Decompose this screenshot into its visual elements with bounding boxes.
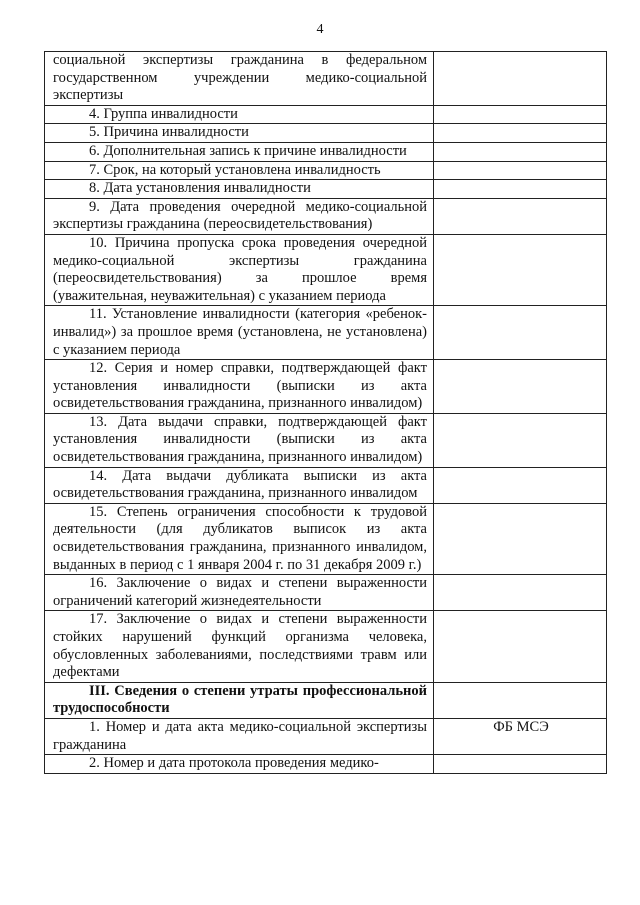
field-value-cell xyxy=(434,105,607,124)
field-value-cell xyxy=(434,52,607,106)
field-label-cell xyxy=(45,413,434,467)
field-label: 16. Заключение о видах и степени выраженности ограничений категорий жизнедеятельности xyxy=(53,575,427,609)
table-row xyxy=(45,360,607,414)
field-label-cell xyxy=(45,234,434,305)
field-label-cell xyxy=(45,575,434,611)
field-label-cell xyxy=(45,124,434,143)
field-label: 4. Группа инвалидности xyxy=(89,105,238,122)
field-value-cell xyxy=(434,718,607,754)
table-row xyxy=(45,575,607,611)
section-heading-row xyxy=(45,682,607,718)
field-label-cell xyxy=(45,718,434,754)
field-value-cell xyxy=(434,360,607,414)
table-row xyxy=(45,105,607,124)
field-label: 5. Причина инвалидности xyxy=(89,124,249,141)
field-value-cell xyxy=(434,142,607,161)
field-value-cell xyxy=(434,755,607,774)
field-label-cell xyxy=(45,306,434,360)
form-table xyxy=(44,51,607,774)
field-value-cell xyxy=(434,234,607,305)
field-label-cell xyxy=(45,52,434,106)
table-row xyxy=(45,306,607,360)
table-row xyxy=(45,234,607,305)
field-value-cell xyxy=(434,503,607,574)
page-number: 4 xyxy=(316,22,324,37)
table-row xyxy=(45,198,607,234)
field-label: 15. Степень ограничения способности к трудовой деятельности (для дубликатов выписок из акта освидетельствования гражданина, признанного инвалидом, выданных в период с 1 января 2004 г. по 31 декабря 2009 г.) xyxy=(53,503,427,573)
field-value-cell xyxy=(434,467,607,503)
field-label: 6. Дополнительная запись к причине инвалидности xyxy=(89,142,407,159)
field-value-cell xyxy=(434,161,607,180)
field-label-cell xyxy=(45,142,434,161)
field-label: 9. Дата проведения очередной медико-социальной экспертизы гражданина (переосвидетельствования) xyxy=(53,198,427,233)
table-row xyxy=(45,611,607,682)
table-row xyxy=(45,142,607,161)
field-label: 2. Номер и дата протокола проведения медико- xyxy=(89,755,379,772)
field-label: 12. Серия и номер справки, подтверждающей факт установления инвалидности (выписки из акта освидетельствования гражданина, признанного инвалидом) xyxy=(53,360,427,412)
table-row xyxy=(45,755,607,774)
field-value-cell xyxy=(434,124,607,143)
table-row xyxy=(45,161,607,180)
field-value-cell xyxy=(434,575,607,611)
field-label-cell xyxy=(45,467,434,503)
table-row xyxy=(45,52,607,106)
table-row xyxy=(45,124,607,143)
field-label-cell xyxy=(45,198,434,234)
field-value-cell xyxy=(434,611,607,682)
field-label: 1. Номер и дата акта медико-социальной экспертизы гражданина xyxy=(53,718,427,753)
section-heading: III. Сведения о степени утраты профессиональной трудоспособности xyxy=(53,682,427,717)
field-value-cell xyxy=(434,413,607,467)
table-row xyxy=(45,718,607,754)
field-label: 11. Установление инвалидности (категория «ребенок-инвалид») за прошлое время (установлена, не установлена) с указанием периода xyxy=(53,306,427,358)
field-label-cell xyxy=(45,180,434,199)
field-value-cell xyxy=(434,682,607,718)
table-row xyxy=(45,413,607,467)
field-label-cell xyxy=(45,161,434,180)
field-label: 8. Дата установления инвалидности xyxy=(89,180,311,197)
field-value: ФБ МСЭ xyxy=(493,718,549,735)
field-label-cell xyxy=(45,611,434,682)
field-label: 13. Дата выдачи справки, подтверждающей факт установления инвалидности (выписки из акта освидетельствования гражданина, признанного инвалидом) xyxy=(53,413,427,466)
field-value-cell xyxy=(434,180,607,199)
field-label: 17. Заключение о видах и степени выраженности стойких нарушений функций организма человека, обусловленных заболеваниями, последствиями травм или дефектами xyxy=(53,611,427,681)
field-label-cell xyxy=(45,503,434,574)
table-row xyxy=(45,180,607,199)
field-label: 10. Причина пропуска срока проведения очередной медико-социальной экспертизы гражданина (переосвидетельствования) за прошлое время (уважительная, неуважительная) с указанием периода xyxy=(53,234,427,304)
table-row xyxy=(45,503,607,574)
table-row xyxy=(45,467,607,503)
field-value-cell xyxy=(434,306,607,360)
field-label-cell xyxy=(45,360,434,414)
field-value-cell xyxy=(434,198,607,234)
field-label-cell xyxy=(45,755,434,774)
field-label-cell xyxy=(45,105,434,124)
field-label: социальной экспертизы гражданина в федеральном государственном учреждении медико-социальной экспертизы xyxy=(53,52,427,104)
field-label: 7. Срок, на который установлена инвалидность xyxy=(89,161,381,178)
field-label: 14. Дата выдачи дубликата выписки из акта освидетельствования гражданина, признанного инвалидом xyxy=(53,467,427,502)
section-heading-cell xyxy=(45,682,434,718)
